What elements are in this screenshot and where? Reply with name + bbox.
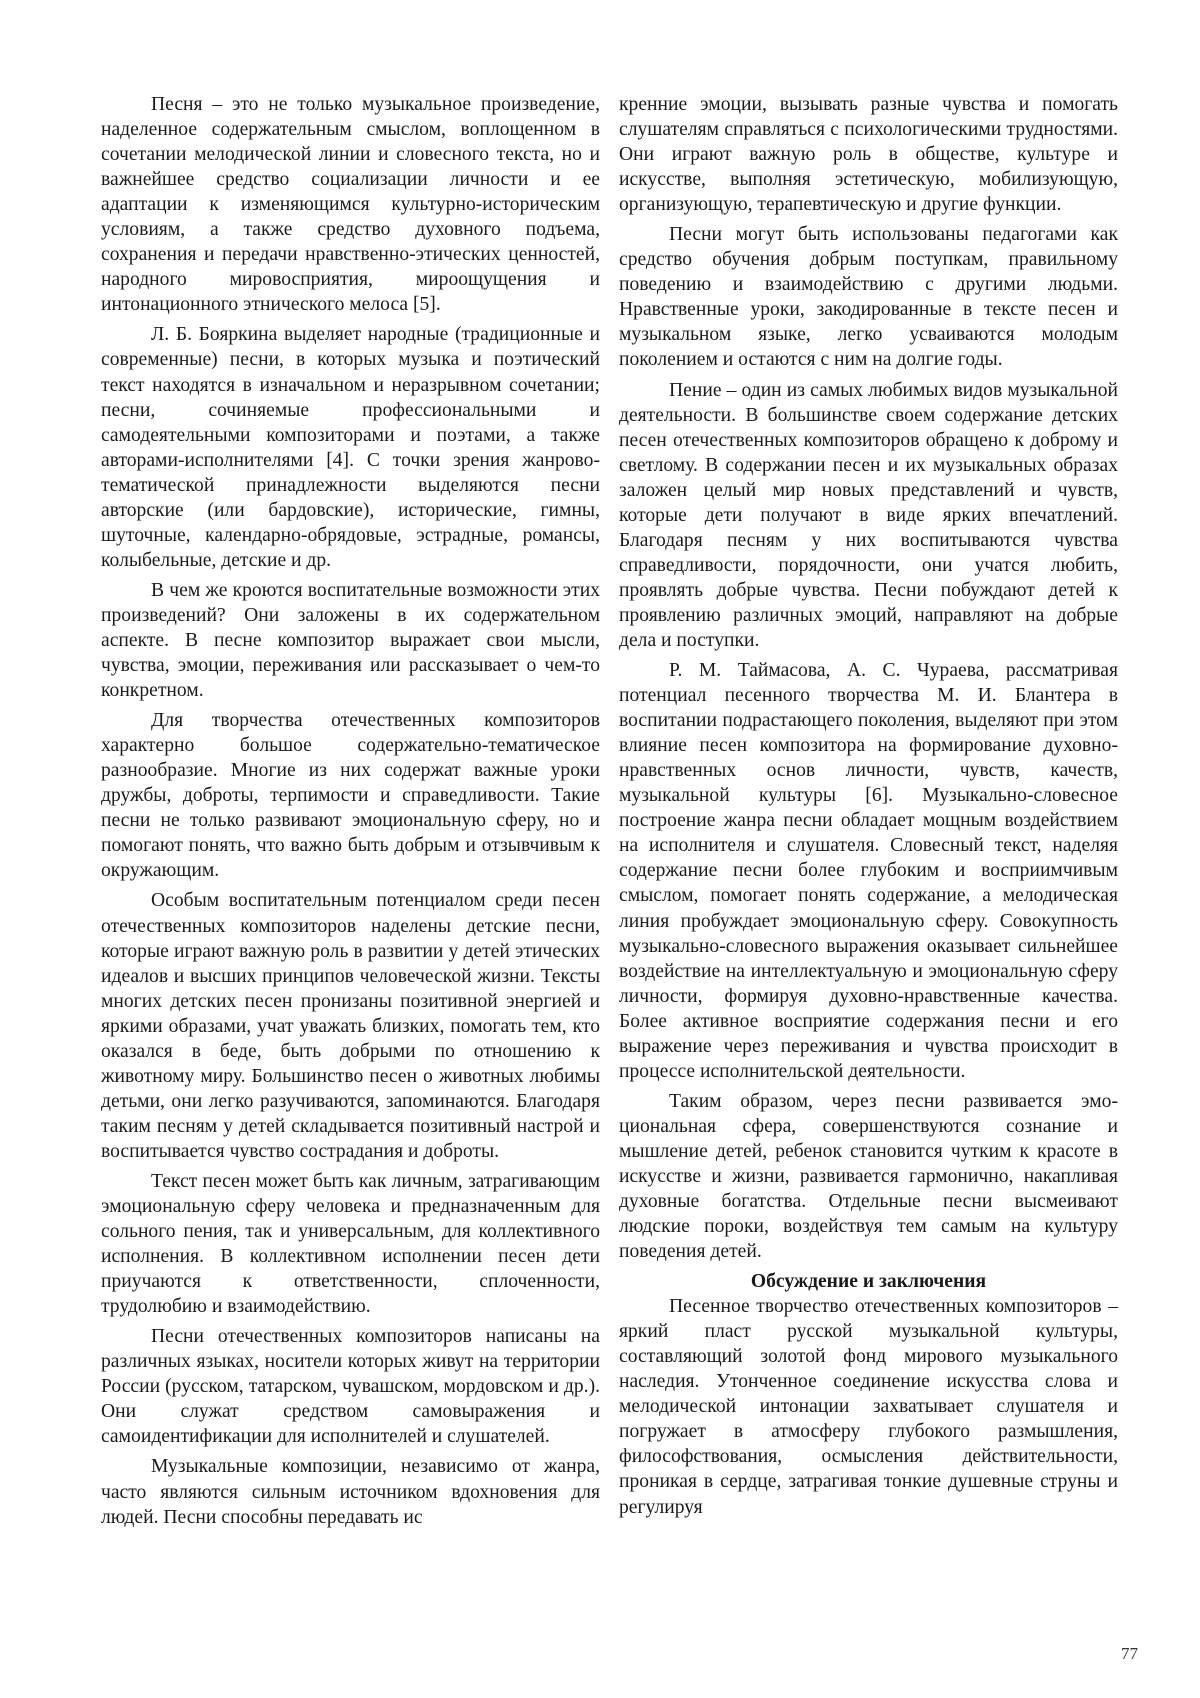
section-heading: Обсуждение и заключения <box>750 1271 987 1293</box>
body-paragraph: Пение – один из самых любимых видов музыкальной деятельности. В большинстве своем содержание детских песен отечественных композиторов обращено к доброму и светлому. В содержании песен и их музыкальных образах заложен целый мир новых представлений и чувств, которые дети получают в виде ярких впечатлений. Благодаря песням у них воспитываются чувства справедливости, порядочности, они учатся любить, проявлять добрые чувства. Песни побуждают детей к проявлению различных эмоций, направляют на добрые дела и поступки. <box>619 379 1118 651</box>
body-paragraph: Текст песен может быть как личным, затрагивающим эмоциональную сферу человека и предназначенным для сольного пения, так и универсальным, для коллективного исполнения. В коллективном исполнении песен дети приучаются к ответственности, сплоченности, трудолюбию и взаимодействию. <box>101 1170 600 1318</box>
body-paragraph: Для творчества отечественных композиторов характерно большое содержательно-тематическое разнообразие. Многие из них содержат важные уроки дружбы, доброты, терпимости и справедливости. Такие песни не только развивают эмоциональную сферу, но и помогают понять, что важно быть добрым и отзывчивым к окружающим. <box>101 710 600 882</box>
body-paragraph: Л. Б. Бояркина выделяет народные (традиционные и современные) песни, в которых музыка и поэтический текст находятся в изначальном и неразрывном сочетании; песни, сочиняемые профессиональными и самодеятельными композиторами и поэтами, а также авторами-исполнителями [4]. С точки зрения жанрово-тематической принадлежности выделяются песни авторские (или бардовские), исторические, гимны, шуточные, календарно-обрядовые, эстрадные, романсы, колыбельные, детские и др. <box>101 324 600 571</box>
body-paragraph: В чем же кроются воспитательные возможности этих произведений? Они заложены в их содержательном аспекте. В песне композитор выражает свои мысли, чувства, эмоции, переживания или рассказывает о чем-то конкретном. <box>101 579 600 702</box>
body-paragraph: Музыкальные композиции, независимо от жанра, часто являются сильным источником вдохновения для людей. Песни способны передавать ис <box>101 1456 600 1528</box>
body-paragraph: Таким образом, через песни развивается эмоциональная сфера, совершенствуются сознание и мышление детей, ребенок становится чутким к красоте в искусстве и жизни, развивается гармонично, накапливая духовные богатства. Отдельные песни высмеивают людские пороки, воздействуя тем самым на культуру поведения детей. <box>619 1090 1118 1263</box>
right-column <box>619 92 1118 1612</box>
body-paragraph: Особым воспитательным потенциалом среди песен отечественных композиторов наделены детские песни, которые играют важную роль в развитии у детей этических идеалов и высших принципов человеческой жизни. Тексты многих детских песен пронизаны позитивной энергией и яркими образами, учат уважать близких, помогать тем, кто оказался в беде, быть добрыми по отношению к животному миру. Большинство песен о животных любимы детьми, они легко разучиваются, запоминаются. Благодаря таким песням у детей складывается позитивный настрой и воспитывается чувство сострадания и доброты. <box>101 890 600 1162</box>
continued-paragraph: кренние эмоции, вызывать разные чувства и помогать слушателям справляться с психологическими трудностями. Они играют важную роль в обществе, культуре и искусстве, выполняя эстетическую, мобилизующую, организующую, терапевтическую и другие функции. <box>619 94 1118 216</box>
body-paragraph: Песенное творчество отечественных композиторов – яркий пласт русской музыкальной культуры, составляющий золотой фонд мирового музыкального наследия. Утонченное соединение искусства слова и мелодической интонации захватывает слушателя и погружает в атмосферу глубокого размышления, философствования, осмысления действительности, проникая в сердце, затрагивая тонкие душевные струны и регулируя <box>619 1296 1118 1518</box>
body-paragraph: Песня – это не только музыкальное произведение, наделенное содержательным смыслом, воплощенном в сочетании мелодической линии и словесного текста, но и важнейшее средство социализации личности и ее адаптации к изменяющимся культурно-историческим условиям, а также средство духовного подъема, сохранения и передачи нравственно-этических ценностей, народного мировосприятия, мироощущения и интонационного этнического мелоса [5]. <box>101 94 600 316</box>
body-paragraph: Песни отечественных композиторов написаны на различных языках, носители которых живут на территории России (русском, татарском, чувашском, мордовском и др.). Они служат средством самовыражения и самоидентификации для исполнителей и слушателей. <box>101 1326 600 1448</box>
left-column <box>101 92 600 1612</box>
body-paragraph: Р. М. Таймасова, А. С. Чураева, рассматривая потенциал песенного творчества М. И. Блантера в воспитании подрастающего поколения, выделяют при этом влияние песен композитора на формирование духовно-нравственных основ личности, чувств, качеств, музыкальной культуры [6]. Музыкально-словесное построение жанра песни обладает мощным воздействием на исполнителя и слушателя. Словесный текст, наделяя содержание песни более глубоким и восприимчивым смыслом, помогает понять содержание, а мелодическая линия пробуждает эмоциональную сферу. Совокупность музыкально-словесного выражения оказывает сильнейшее воздействие на интеллектуальную и эмоциональную сферу личности, формируя духовно-нравственные качества. Более активное восприятие содержания песни и его выражение через переживания и чувства происходит в процессе исполнительской деятельности. <box>619 660 1118 1082</box>
body-paragraph: Песни могут быть использованы педагогами как средство обучения добрым поступкам, правильному поведению и взаимодействию с другими людьми. Нравственные уроки, закодированные в тексте песен и музыкальном языке, легко усваиваются молодым поколением и остаются с ним на долгие годы. <box>619 224 1118 371</box>
page-number: 77 <box>1121 1644 1138 1663</box>
two-column-body <box>101 92 1118 1612</box>
